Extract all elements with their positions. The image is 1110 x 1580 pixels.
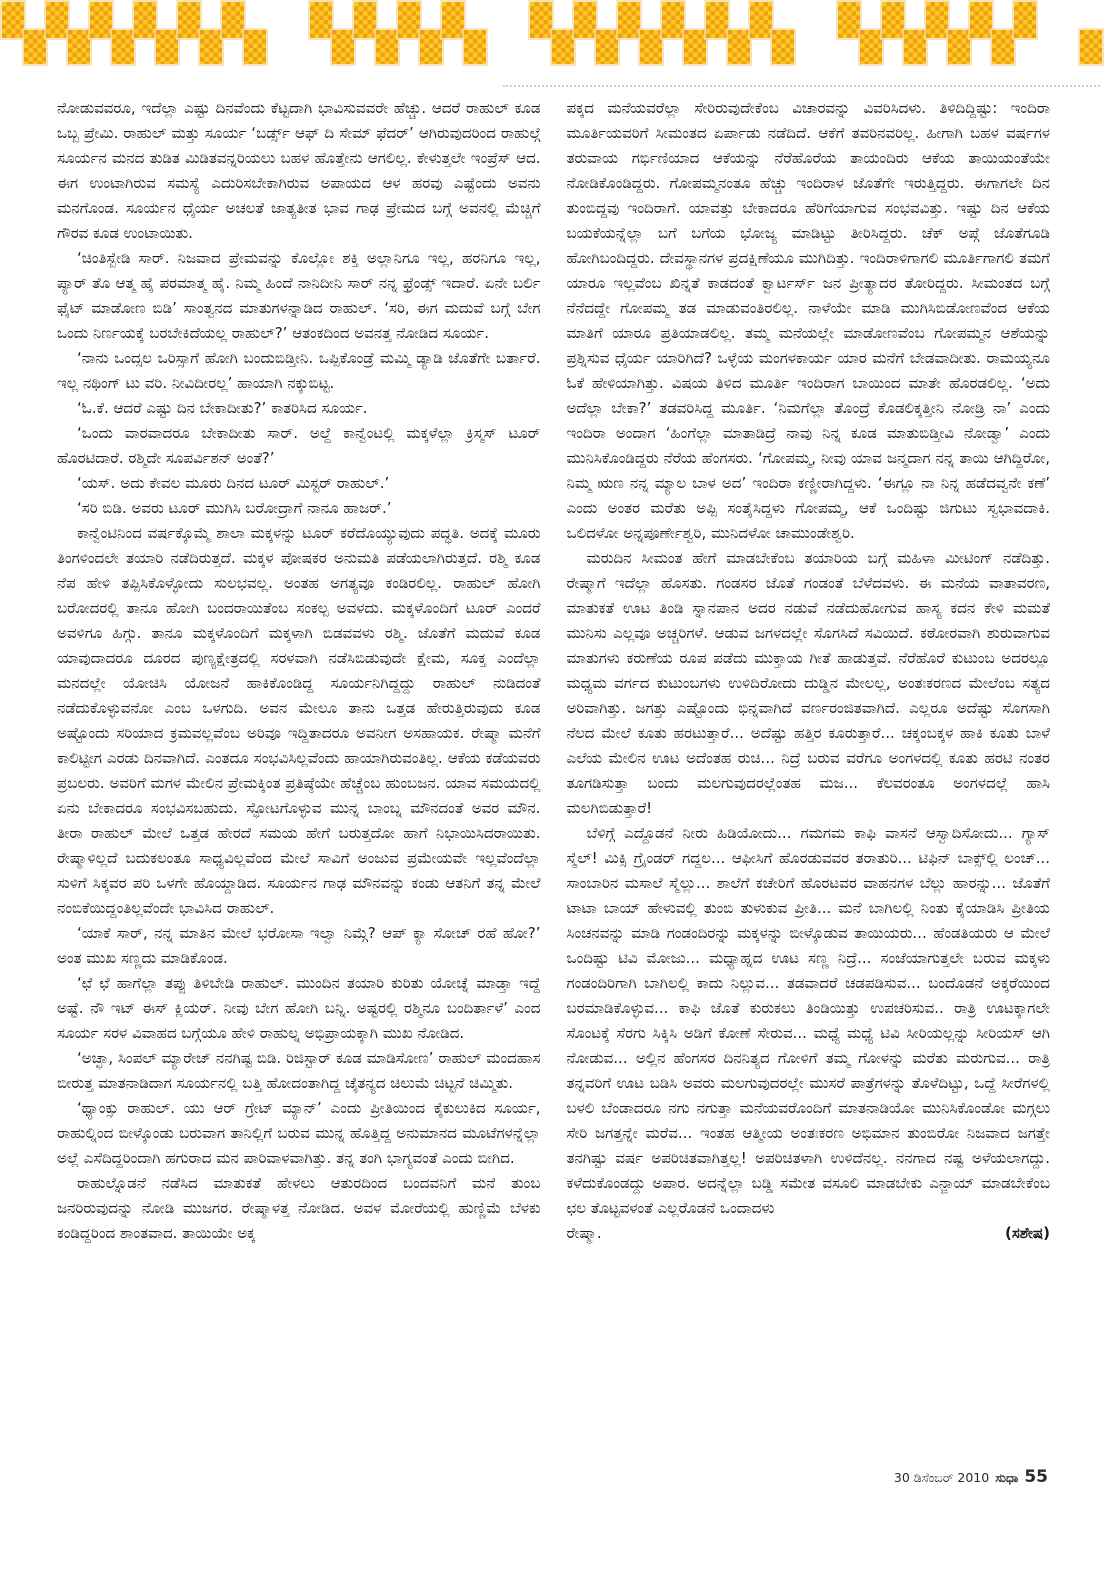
checker-bar (332, 30, 354, 64)
checker-bar (90, 2, 112, 38)
page-number: 55 (1024, 1467, 1048, 1487)
checker-bar (970, 2, 992, 38)
story-paragraph: ‘ಒಂದು ವಾರವಾದರೂ ಬೇಕಾದೀತು ಸಾರ್. ಅಲ್ದೆ ಕಾನ್ವೆಂಟಲ್ಲಿ ಮಕ್ಕಳೆಲ್ಲಾ ಕ್ರಿಸ್ಮಸ್ ಟೂರ್ ಹೊರಟಿದಾರೆ. ರಶ್ಮಿದೇ ಸೂಪರ್ವಿಶನ್ ಅಂತೆ?’ (57, 424, 541, 467)
checker-bar (376, 30, 398, 64)
story-paragraph: ಕಾನ್ವೆಂಟಿನಿಂದ ವರ್ಷಕ್ಕೊಮ್ಮೆ ಶಾಲಾ ಮಕ್ಕಳನ್ನು ಟೂರ್ ಕರೆದೊಯ್ಯುವುದು ಪದ್ಧತಿ. ಅದಕ್ಕೆ ಮೂರು ತಿಂಗಳಿಂದಲೇ ತಯಾರಿ ನಡೆದಿರುತ್ತದೆ. ಮಕ್ಕಳ ಪೋಷಕರ ಅನುಮತಿ ಪಡೆಯಲಾಗಿರುತ್ತದೆ. ರಶ್ಮಿ ಕೂಡ ನೆಪ ಹೇಳಿ ತಪ್ಪಿಸಿಕೊಳ್ಳೋದು ಸುಲಭವಲ್ಲ. ಅಂತಹ ಅಗತ್ಯವೂ ಕಂಡಿರಲಿಲ್ಲ. ರಾಹುಲ್ ಹೋಗಿ ಬರೋದರಲ್ಲಿ ತಾನೂ ಹೋಗಿ ಬಂದರಾಯಿತೆಂಬ ಸಂಕಲ್ಪ ಅವಳದು. ಮಕ್ಕಳೊಂದಿಗೆ ಟೂರ್ ಎಂದರೆ ಅವಳಿಗೂ ಹಿಗ್ಗು. ತಾನೂ ಮಕ್ಕಳೊಂದಿಗೆ ಮಕ್ಕಳಾಗಿ ಬಿಡವವಳು ರಶ್ಮಿ. ಜೊತೆಗೆ ಮದುವೆ ಕೂಡ ಯಾವುದಾದರೂ ದೂರದ ಪುಣ್ಯಕ್ಷೇತ್ರದಲ್ಲಿ ಸರಳವಾಗಿ ನಡೆಸಿಬಿಡುವುದೇ ಕ್ಷೇಮ, ಸೂಕ್ತ ಎಂದೆಲ್ಲಾ ಮನದಲ್ಲೇ ಯೋಚಿಸಿ ಯೋಜನೆ ಹಾಕಿಕೊಂಡಿದ್ದ ಸೂರ್ಯನಿಗಿದ್ದದ್ದು ರಾಹುಲ್ ನುಡಿದಂತೆ ನಡೆದುಕೊಳ್ಳುವನೋ ಎಂಬ ಒಳಗುದಿ. ಅವನ ಮೇಲೂ ತಾನು ಒತ್ತಡ ಹೇರುತ್ತಿರುವುದು ಕೂಡ ಅಷ್ಟೊಂದು ಸರಿಯಾದ ಕ್ರಮವಲ್ಲವೆಂಬ ಅರಿವೂ ಇದ್ದಿತಾದರೂ ಅವನೀಗ ಅಸಹಾಯಕ. ರೇಷ್ಮಾ ಮನೆಗೆ ಕಾಲಿಟ್ಟೀಗ ಎರಡು ದಿನವಾಗಿದೆ. ಎಂತದೂ ಸಂಭವಿಸಿಲ್ಲವೆಂದು ಹಾಯಾಗಿರುವಂತಿಲ್ಲ. ಆಕೆಯ ಕಡೆಯವರು ಪ್ರಬಲರು. ಅವರಿಗೆ ಮಗಳ ಮೇಲಿನ ಪ್ರೇಮಕ್ಕಿಂತ ಪ್ರತಿಷ್ಠೆಯೇ ಹೆಚ್ಚೆಂಬ ಹುಂಬಜನ. ಯಾವ ಸಮಯದಲ್ಲಿ ಏನು ಬೇಕಾದರೂ ಸಂಭವಿಸಬಹುದು. ಸ್ಫೋಟಗೊಳ್ಳುವ ಮುನ್ನ ಬಾಂಬ್ನ ಮೌನದಂತೆ ಅವರ ಮೌನ. ತೀರಾ ರಾಹುಲ್ ಮೇಲೆ ಒತ್ತಡ ಹೇರದೆ ಸಮಯ ಹೇಗೆ ಬರುತ್ತದೋ ಹಾಗೆ ನಿಭಾಯಿಸಿದರಾಯಿತು. ರೇಷ್ಮಾಳಿಲ್ಲದೆ ಬದುಕಲಂತೂ ಸಾಧ್ಯವಿಲ್ಲವೆಂದ ಮೇಲೆ ಸಾವಿಗೆ ಅಂಜುವ ಪ್ರಮೇಯವೇ ಇಲ್ಲವೆಂದೆಲ್ಲಾ ಸುಳಿಗೆ ಸಿಕ್ಕವರ ಪರಿ ಒಳಗೇ ಹೊಯ್ದಾಡಿದ. ಸೂರ್ಯನ ಗಾಢ ಮೌನವನ್ನು ಕಂಡು ಆತನಿಗೆ ತನ್ನ ಮೇಲೆ ನಂಬಿಕೆಯಿದ್ದಂತಿಲ್ಲವೆಂದೇ ಭಾವಿಸಿದ ರಾಹುಲ್. (57, 524, 541, 917)
checker-bar (464, 30, 486, 64)
checker-bar (618, 2, 640, 38)
checker-bar (596, 30, 618, 64)
checker-bar (948, 30, 970, 64)
checker-bar (442, 2, 464, 38)
checker-bar (156, 30, 178, 64)
checker-bar (354, 2, 376, 38)
checker-bar (860, 30, 882, 64)
left-column (57, 96, 541, 1480)
story-last-word: ರೇಷ್ಮಾ. (566, 1224, 602, 1242)
checker-bar (68, 30, 90, 64)
story-paragraph: ನೋಡುವವರೂ, ಇದೆಲ್ಲಾ ಎಷ್ಟು ದಿನವೆಂದು ಕೆಟ್ಟದಾಗಿ ಭಾವಿಸುವವರೇ ಹೆಚ್ಚು. ಆದರೆ ರಾಹುಲ್ ಕೂಡ ಒಬ್ಬ ಪ್ರೇಮಿ. ರಾಹುಲ್ ಮತ್ತು ಸೂರ್ಯ ‘ಬರ್ಡ್ಸ್ ಆಫ್ ದಿ ಸೇಮ್ ಫೆದರ್’ ಆಗಿರುವುದರಿಂದ ರಾಹುಲ್ಗೆ ಸೂರ್ಯನ ಮನದ ತುಡಿತ ಮಿಡಿತವನ್ನರಿಯಲು ಬಹಳ ಹೊತ್ತೇನು ಆಗಲಿಲ್ಲ. ಕೇಳುತ್ತಲೇ ಇಂಪ್ರೆಸ್ ಆದ. ಈಗ ಉಂಟಾಗಿರುವ ಸಮಸ್ಯೆ ಎದುರಿಸಬೇಕಾಗಿರುವ ಅಪಾಯದ ಆಳ ಹರವು ಎಷ್ಟೆಂದು ಅವನು ಮನಗೊಂಡ. ಸೂರ್ಯನ ಧೈರ್ಯ ಅಚಲತೆ ಜಾತ್ಯತೀತ ಭಾವ ಗಾಢ ಪ್ರೇಮದ ಬಗ್ಗೆ ಅವನಲ್ಲಿ ಮೆಚ್ಚಿಗೆ ಗೌರವ ಕೂಡ ಉಂಟಾಯಿತು. (57, 99, 541, 242)
story-paragraph: ‘ಯಾಕೆ ಸಾರ್, ನನ್ನ ಮಾತಿನ ಮೇಲೆ ಭರೋಸಾ ಇಲ್ವಾ ನಿಮ್ಗೆ? ಆಪ್ ಕ್ಯಾ ಸೋಚ್ ರಹೆ ಹೋ?’ ಅಂತ ಮುಖ ಸಣ್ಣದು ಮಾಡಿಕೊಂಡ. (57, 924, 541, 967)
story-paragraph: ‘ಯಸ್. ಅದು ಕೇವಲ ಮೂರು ದಿನದ ಟೂರ್ ಮಿಸ್ಟರ್ ರಾಹುಲ್.’ (77, 474, 390, 492)
story-end-line (567, 1221, 1051, 1246)
checker-bar (134, 2, 156, 38)
checker-bar (310, 2, 332, 38)
checker-bar (552, 30, 574, 64)
issue-date: 30 ಡಿಸೆಂಬರ್ 2010 (893, 1470, 990, 1485)
dotted-separator-line (503, 85, 1100, 87)
article-body (57, 96, 1050, 1480)
checker-bar (1080, 30, 1102, 64)
story-paragraph: ಪಕ್ಕದ ಮನೆಯವರೆಲ್ಲಾ ಸೇರಿರುವುದೇಕೆಂಬ ವಿಚಾರವನ್ನು ವಿವರಿಸಿದಳು. ತಿಳಿದಿದ್ದಿಷ್ಟು: ಇಂದಿರಾ ಮೂರ್ತಿಯವರಿಗೆ ಸೀಮಂತದ ಏರ್ಪಾಡು ನಡೆದಿದೆ. ಆಕೆಗೆ ತವರಿನವರಿಲ್ಲ. ಹೀಗಾಗಿ ಬಹಳ ವರ್ಷಗಳ ತರುವಾಯ ಗರ್ಭಿಣಿಯಾದ ಆಕೆಯನ್ನು ನೆರೆಹೊರೆಯ ತಾಯಂದಿರು ಆಕೆಯ ತಾಯಿಯಂತೆಯೇ ನೋಡಿಕೊಂಡಿದ್ದರು. ಗೋಪಮ್ಮನಂತೂ ಹೆಚ್ಚು ಇಂದಿರಾಳ ಜೊತೆಗೇ ಇರುತ್ತಿದ್ದರು. ಈಗಾಗಲೇ ದಿನ ತುಂಬಿದ್ದವು ಇಂದಿರಾಗೆ. ಯಾವತ್ತು ಬೇಕಾದರೂ ಹೆರಿಗೆಯಾಗುವ ಸಂಭವವಿತ್ತು. ಇಷ್ಟು ದಿನ ಆಕೆಯ ಬಯಕೆಯನ್ನೆಲ್ಲಾ ಬಗೆ ಬಗೆಯ ಭೋಜ್ಯ ಮಾಡಿಟ್ಟು ತೀರಿಸಿದ್ದರು. ಚೆಕ್ ಅಪ್ಗೆ ಜೊತೆಗೂಡಿ ಹೋಗಿಬಂದಿದ್ದರು. ದೇವಸ್ಥಾನಗಳ ಪ್ರದಕ್ಷಿಣೆಯೂ ಮುಗಿದಿತ್ತು. ಇಂದಿರಾಳಿಗಾಗಲಿ ಮೂರ್ತಿಗಾಗಲಿ ತಮಗೆ ಯಾರೂ ಇಲ್ಲವೆಂಬ ಖಿನ್ನತೆ ಕಾಡದಂತೆ ಕ್ವಾರ್ಟರ್ಸ್ ಜನ ಪ್ರೀತ್ಯಾದರ ತೋರಿದ್ದರು. ಸೀಮಂತದ ಬಗ್ಗೆ ನೆನೆದದ್ದೇ ಗೋಪಮ್ಮ ತಡ ಮಾಡುವಂತಿರಲಿಲ್ಲ. ನಾಳೆಯೇ ಮಾಡಿ ಮುಗಿಸಿಬಿಡೋಣವೆಂದ ಆಕೆಯ ಮಾತಿಗೆ ಯಾರೂ ಪ್ರತಿಯಾಡಲಿಲ್ಲ. ತಮ್ಮ ಮನೆಯಲ್ಲೇ ಮಾಡೋಣವೆಂಬ ಗೋಪಮ್ಮನ ಆಶೆಯನ್ನು ಪ್ರಶ್ನಿಸುವ ಧೈರ್ಯ ಯಾರಿಗಿದೆ? ಒಳ್ಳೆಯ ಮಂಗಳಕಾರ್ಯ ಯಾರ ಮನೆಗೆ ಬೇಡವಾದೀತು. ರಾಮಯ್ಯನೂ ಓಕೆ ಹೇಳಿಯಾಗಿತ್ತು. ವಿಷಯ ತಿಳಿದ ಮೂರ್ತಿ ಇಂದಿರಾಗ ಬಾಯಿಂದ ಮಾತೇ ಹೊರಡಲಿಲ್ಲ. ‘ಅದು ಅದೆಲ್ಲಾ ಬೇಕಾ?’ ತಡವರಿಸಿದ್ದ ಮೂರ್ತಿ. ‘ನಿಮಗೆಲ್ಲಾ ತೊಂದ್ರೆ ಕೊಡಲಿಕ್ಕತ್ತೀನಿ ನೋಡ್ರಿ ನಾ’ ಎಂದು ಇಂದಿರಾ ಅಂದಾಗ ‘ಹಿಂಗೆಲ್ಲಾ ಮಾತಾಡಿದ್ರೆ ನಾವು ನಿನ್ನ ಕೂಡ ಮಾತುಬಿಡ್ತೀವಿ ನೋಡ್ವಾ’ ಎಂದು ಮುನಿಸಿಕೊಂಡಿದ್ದರು ನೆರೆಯ ಹೆಂಗಸರು. ‘ಗೋಪಮ್ಮ, ನೀವು ಯಾವ ಜನ್ಮದಾಗ ನನ್ನ ತಾಯಿ ಆಗಿದ್ದಿರೋ, ನಿಮ್ಮ ಋಣ ನನ್ನ ಮ್ಯಾಲ ಬಾಳ ಅದ’ ಇಂದಿರಾ ಕಣ್ಣೀರಾಗಿದ್ದಳು. ‘ಈಗ್ಲೂ ನಾ ನಿನ್ನ ಹಡೆದವ್ವನೇ ಕಣೆ’ ಎಂದು ಅಂತರ ಮರೆತು ಅಪ್ಪಿ ಸಂತೈಸಿದ್ದಳು ಗೋಪಮ್ಮ, ಆಕೆ ಒಂದಿಷ್ಟು ಜಿಗುಟು ಸ್ವಭಾವದಾಕಿ. ಒಲಿದಳೋ ಅನ್ನಪೂರ್ಣೇಶ್ವರಿ, ಮುನಿದಳೋ ಚಾಮುಂಡೇಶ್ವರಿ. (566, 99, 1050, 542)
checker-bar (24, 30, 46, 64)
checker-bar (420, 30, 442, 64)
right-column-paragraphs (567, 96, 1051, 1221)
checker-bar (398, 2, 420, 38)
checker-bar (244, 30, 266, 64)
decorative-checkered-border (0, 0, 1110, 70)
checker-bar (200, 30, 222, 64)
magazine-name: ಸುಧಾ (995, 1470, 1019, 1485)
right-column (567, 96, 1051, 1480)
story-paragraph: ರಾಹುಲ್ನೊಡನೆ ನಡೆಸಿದ ಮಾತುಕತೆ ಹೇಳಲು ಆತುರದಿಂದ ಬಂದವನಿಗೆ ಮನೆ ತುಂಬ ಜನರಿರುವುದನ್ನು ನೋಡಿ ಮುಜಗರ. ರೇಷ್ಮಾಳತ್ತ ನೋಡಿದ. ಅವಳ ಮೋರೆಯಲ್ಲಿ ಹುಣ್ಣಿಮೆ ಬೆಳಕು ಕಂಡಿದ್ದರಿಂದ ಶಾಂತವಾದ. ತಾಯಿಯೇ ಅಕ್ಕ (57, 1174, 541, 1242)
checker-bar (750, 2, 772, 38)
story-paragraph: ಬೆಳಿಗ್ಗೆ ಎದ್ದೊಡನೆ ನೀರು ಹಿಡಿಯೋದು... ಗಮಗಮ ಕಾಫಿ ವಾಸನೆ ಆಸ್ವಾದಿಸೋದು... ಗ್ಯಾಸ್ ಸ್ಮೆಲ್! ಮಿಕ್ಸಿ ಗ್ರೈಂಡರ್ ಗದ್ದಲ... ಆಫೀಸಿಗೆ ಹೊರಡುವವರ ತರಾತುರಿ... ಟಿಫಿನ್ ಬಾಕ್ಸ್‌ಲ್ಲಿ ಲಂಚ್... ಸಾಂಬಾರಿನ ಮಸಾಲೆ ಸ್ಮೆಲ್ಲು... ಶಾಲೆಗೆ ಕಚೇರಿಗೆ ಹೊರಟವರ ವಾಹನಗಳ ಬೆಲ್ಲು ಹಾರನ್ನು... ಜೊತೆಗೆ ಟಾಟಾ ಬಾಯ್ ಹೇಳುವಲ್ಲಿ ತುಂಬಿ ತುಳುಕುವ ಪ್ರೀತಿ... ಮನೆ ಬಾಗಿಲಲ್ಲಿ ನಿಂತು ಕೈಯಾಡಿಸಿ ಪ್ರೀತಿಯ ಸಿಂಚನವನ್ನು ಮಾಡಿ ಗಂಡಂದಿರನ್ನು ಮಕ್ಕಳನ್ನು ಬೀಳ್ಕೊಡುವ ತಾಯಿಯರು... ಹೆಂಡತಿಯರು ಆ ಮೇಲೆ ಒಂದಿಷ್ಟು ಟಿವಿ ಮೋಜು... ಮಧ್ಯಾಹ್ನದ ಊಟ ಸಣ್ಣ ನಿದ್ರೆ... ಸಂಜೆಯಾಗುತ್ತಲೇ ಬರುವ ಮಕ್ಕಳು ಗಂಡಂದಿರಿಗಾಗಿ ಬಾಗಿಲಲ್ಲಿ ಕಾದು ನಿಲ್ಲುವ... ತಡವಾದರೆ ಚಡಪಡಿಸುವ... ಬಂದೊಡನೆ ಅಕ್ಕರೆಯಿಂದ ಬರಮಾಡಿಕೊಳ್ಳುವ... ಕಾಫಿ ಜೊತೆ ಕುರುಕಲು ತಿಂಡಿಯಿತ್ತು ಉಪಚರಿಸುವ.. ರಾತ್ರಿ ಊಟಕ್ಕಾಗಲೇ ಸೊಂಟಕ್ಕೆ ಸೆರಗು ಸಿಕ್ಕಿಸಿ ಅಡಿಗೆ ಕೋಣೆ ಸೇರುವ... ಮಧ್ಯೆ ಮಧ್ಯೆ ಟಿವಿ ಸೀರಿಯಲ್ಲನ್ನು ಸೀರಿಯಸ್ ಆಗಿ ನೋಡುವ... ಅಲ್ಲಿನ ಹೆಂಗಸರ ದಿನನಿತ್ಯದ ಗೋಳಿಗೆ ತಮ್ಮ ಗೋಳನ್ನು ಮರೆತು ಮರುಗುವ... ರಾತ್ರಿ ತನ್ನವರಿಗೆ ಊಟ ಬಡಿಸಿ ಅವರು ಮಲಗುವುದರಲ್ಲೇ ಮುಸರೆ ಪಾತ್ರೆಗಳನ್ನು ತೊಳೆದಿಟ್ಟು, ಒದ್ದೆ ಸೀರೆಗಳಲ್ಲಿ ಬಳಲಿ ಬೆಂಡಾದರೂ ನಗು ನಗುತ್ತಾ ಮನೆಯವರೊಂದಿಗೆ ಮಾತನಾಡಿಯೋ ಮುನಿಸಿಕೊಂಡೋ ಮಗ್ಗಲು ಸೇರಿ ಜಗತ್ತನ್ನೇ ಮರೆವ... ಇಂತಹ ಆತ್ಮೀಯ ಅಂತಃಕರಣ ಅಭಿಮಾನ ತುಂಬಿರೋ ನಿಜವಾದ ಜಗತ್ತೇ ತನಗಿಷ್ಟು ವರ್ಷ ಅಪರಿಚಿತವಾಗಿತ್ತಲ್ಲ! ಅಪರಿಚಿತಳಾಗಿ ಉಳಿದೆನಲ್ಲ. ನನಗಾದ ನಷ್ಟ ಅಳೆಯಲಾಗದ್ದು. ಕಳೆದುಕೊಂಡದ್ದು ಅಪಾರ. ಅದನ್ನೆಲ್ಲಾ ಬಡ್ಡಿ ಸಮೇತ ವಸೂಲಿ ಮಾಡಬೇಕು ಎನ್ಜಾಯ್ ಮಾಡಬೇಕೆಂಬ ಛಲ ತೊಟ್ಟವಳಂತೆ ಎಲ್ಲರೊಡನೆ ಒಂದಾದಳು (566, 824, 1050, 1217)
checker-bar (640, 30, 662, 64)
checker-bar (46, 2, 68, 38)
story-paragraph: ‘ಥ್ಯಾಂಕ್ಸು ರಾಹುಲ್. ಯು ಆರ್ ಗ್ರೇಟ್ ಮ್ಯಾನ್’ ಎಂದು ಪ್ರೀತಿಯಿಂದ ಕೈಕುಲುಕಿದ ಸೂರ್ಯ, ರಾಹುಲ್ನಿಂದ ಬೀಳ್ಕೊಂಡು ಬರುವಾಗ ತಾನಿಲ್ಲಿಗೆ ಬರುವ ಮುನ್ನ ಹೊತ್ತಿದ್ದ ಅನುಮಾನದ ಮೂಟೆಗಳನ್ನೆಲ್ಲಾ ಅಲ್ಲೆ ಎಸೆದಿದ್ದರಿಂದಾಗಿ ಹಗುರಾದ ಮನ ಪಾರಿವಾಳವಾಗಿತ್ತು. ತನ್ನ ತಂಗಿ ಭಾಗ್ಯವಂತೆ ಎಂದು ಬೀಗಿದ. (57, 1099, 541, 1167)
checker-bar (684, 30, 706, 64)
story-paragraph: ‘ಅಚ್ಛಾ, ಸಿಂಪಲ್ ಮ್ಯಾರೇಜ್ ನನಗಿಷ್ಟ ಬಿಡಿ. ರಿಜಿಸ್ಟಾರ್ ಕೂಡ ಮಾಡಿಸೋಣ’ ರಾಹುಲ್ ಮಂದಹಾಸ ಬೀರುತ್ತ ಮಾತನಾಡಿದಾಗ ಸೂರ್ಯನಲ್ಲಿ ಬತ್ತಿ ಹೋದಂತಾಗಿದ್ದ ಚೈತನ್ಯದ ಚಿಲುಮೆ ಚಿಟ್ಟನೆ ಚಿಮ್ಮಿತು. (57, 1049, 541, 1092)
checker-bar (574, 2, 596, 38)
story-paragraph: ‘ಛೆ ಛೆ ಹಾಗೆಲ್ಲಾ ತಪ್ಪು ತಿಳಿಬೇಡಿ ರಾಹುಲ್. ಮುಂದಿನ ತಯಾರಿ ಕುರಿತು ಯೋಚ್ನೆ ಮಾಡ್ತಾ ಇದ್ದೆ ಅಷ್ಟೆ. ನೌ ಇಟ್ ಈಸ್ ಕ್ಲಿಯರ್. ನೀವು ಬೇಗ ಹೋಗಿ ಬನ್ನಿ. ಅಷ್ಟರಲ್ಲಿ ರಶ್ಮಿನೂ ಬಂದಿರ್ತಾಳೆ’ ಎಂದ ಸೂರ್ಯ ಸರಳ ವಿವಾಹದ ಬಗ್ಗೆಯೂ ಹೇಳಿ ರಾಹುಲ್ನ ಅಭಿಪ್ರಾಯಕ್ಕಾಗಿ ಮುಖ ನೋಡಿದ. (57, 974, 541, 1042)
checker-bar (882, 2, 904, 38)
checker-bar (222, 2, 244, 38)
checker-bar (992, 30, 1014, 64)
checker-bar (772, 30, 794, 64)
checker-bar (926, 2, 948, 38)
checker-bar (2, 2, 24, 38)
checker-bar (1014, 2, 1036, 38)
story-paragraph: ‘ಚಿಂತಿಸ್ಬೇಡಿ ಸಾರ್. ನಿಜವಾದ ಪ್ರೇಮವನ್ನು ಕೊಲ್ಲೋ ಶಕ್ತಿ ಅಲ್ಲಾನಿಗೂ ಇಲ್ಲ, ಹರನಿಗೂ ಇಲ್ಲ, ಪ್ಯಾರ್ ತೊ ಆತ್ಮ ಹೈ ಪರಮಾತ್ಮ ಹೈ. ನಿಮ್ಮ ಹಿಂದೆ ನಾನಿದೀನಿ ಸಾರ್ ನನ್ನ ಫ್ರೆಂಡ್ಸ್ ಇದಾರೆ. ಏನೇ ಬರ್ಲಿ ಫೈಟ್ ಮಾಡೋಣ ಬಿಡಿ’ ಸಾಂತ್ವನದ ಮಾತುಗಳನ್ನಾಡಿದ ರಾಹುಲ್. ‘ಸರಿ, ಈಗ ಮದುವೆ ಬಗ್ಗೆ ಬೇಗ ಒಂದು ನಿರ್ಣಯಕ್ಕೆ ಬರಬೇಕಿದೆಯಲ್ಲ ರಾಹುಲ್?’ ಆತಂಕದಿಂದ ಅವನತ್ತ ನೋಡಿದ ಸೂರ್ಯ. (57, 249, 541, 342)
continuation-mark: (ಸಶೇಷ) (1004, 1224, 1050, 1242)
story-paragraph: ‘ಓ.ಕೆ. ಆದರೆ ಎಷ್ಟು ದಿನ ಬೇಕಾದೀತು?’ ಕಾತರಿಸಿದ ಸೂರ್ಯ. (77, 399, 368, 417)
checker-bar (112, 30, 134, 64)
checker-bar (706, 2, 728, 38)
checker-bar (904, 30, 926, 64)
checker-bar (178, 2, 200, 38)
story-paragraph: ‘ನಾನು ಒಂದ್ಸಲ ಒರಿಸ್ಸಾಗೆ ಹೋಗಿ ಬಂದುಬಿಡ್ತೀನಿ. ಒಪ್ಪಿಕೊಂಡ್ರೆ ಮಮ್ಮಿ ಡ್ಯಾಡಿ ಜೊತೆಗೇ ಬರ್ತಾರೆ. ಇಲ್ಲ ನಥಿಂಗ್ ಟು ವರಿ. ನೀವಿದೀರಲ್ಲ’ ಹಾಯಾಗಿ ನಕ್ಕುಬಿಟ್ಟ. (57, 349, 541, 392)
story-paragraph: ‘ಸರಿ ಬಿಡಿ. ಅವರು ಟೂರ್ ಮುಗಿಸಿ ಬರೋದ್ರಾಗೆ ನಾನೂ ಹಾಜರ್.’ (77, 499, 392, 517)
checker-bar (530, 2, 552, 38)
checker-bar (728, 30, 750, 64)
checker-bar (662, 2, 684, 38)
checker-bar (838, 2, 860, 38)
page-footer (894, 1468, 1048, 1487)
story-paragraph: ಮರುದಿನ ಸೀಮಂತ ಹೇಗೆ ಮಾಡಬೇಕೆಂಬ ತಯಾರಿಯ ಬಗ್ಗೆ ಮಹಿಳಾ ಮೀಟಿಂಗ್ ನಡೆದಿತ್ತು. ರೇಷ್ಮಾಗೆ ಇದೆಲ್ಲಾ ಹೊಸತು. ಗಂಡಸರ ಜೊತೆ ಗಂಡಂತೆ ಬೆಳೆದವಳು. ಈ ಮನೆಯ ವಾತಾವರಣ, ಮಾತುಕತೆ ಊಟ ತಿಂಡಿ ಸ್ನಾನಪಾನ ಅದರ ನಡುವೆ ನಡೆದುಹೋಗುವ ಹಾಸ್ಯ ಕದನ ಕೇಳಿ ಮಮತೆ ಮುನಿಸು ಎಲ್ಲವೂ ಅಚ್ಚರಿಗಳೆ. ಆಡುವ ಜಗಳದಲ್ಲೇ ಸೊಗಸಿದೆ ಸವಿಯಿದೆ. ಕಠೋರವಾಗಿ ಶುರುವಾಗುವ ಮಾತುಗಳು ಕರುಣೆಯ ರೂಪ ಪಡೆದು ಮುಕ್ತಾಯ ಗೀತೆ ಹಾಡುತ್ತವೆ. ನೆರೆಹೊರೆ ಕುಟುಂಬ ಅದರಲ್ಲೂ ಮಧ್ಯಮ ವರ್ಗದ ಕುಟುಂಬಗಳು ಉಳಿದಿರೋದು ದುಡ್ಡಿನ ಮೇಲಲ್ಲ, ಅಂತಃಕರಣದ ಮೇಲೆಂಬ ಸತ್ಯದ ಅರಿವಾಗಿತ್ತು. ಜಗತ್ತು ಎಷ್ಟೊಂದು ಭಿನ್ನವಾಗಿದೆ ವರ್ಣರಂಜಿತವಾಗಿದೆ. ಎಲ್ಲರೂ ಅದೆಷ್ಟು ಸೊಗಸಾಗಿ ನೆಲದ ಮೇಲೆ ಕೂತು ಹರಟುತ್ತಾರೆ... ಅದೆಷ್ಟು ಹತ್ತಿರ ಕೂರುತ್ತಾರೆ... ಚಕ್ಕಂಬಕ್ಕಳ ಹಾಕಿ ಕೂತು ಬಾಳೆ ಎಲೆಯ ಮೇಲಿನ ಊಟ ಅದೆಂತಹ ರುಚಿ... ನಿದ್ರೆ ಬರುವ ವರೆಗೂ ಅಂಗಳದಲ್ಲಿ ಕೂತು ಹರಟಿ ನಂತರ ತೂಗಡಿಸುತ್ತಾ ಬಂದು ಮಲಗುವುದರಲ್ಲೆಂತಹ ಮಜ... ಕೆಲವರಂತೂ ಅಂಗಳದಲ್ಲೆ ಹಾಸಿ ಮಲಗಿಬಿಡುತ್ತಾರೆ! (566, 549, 1050, 817)
